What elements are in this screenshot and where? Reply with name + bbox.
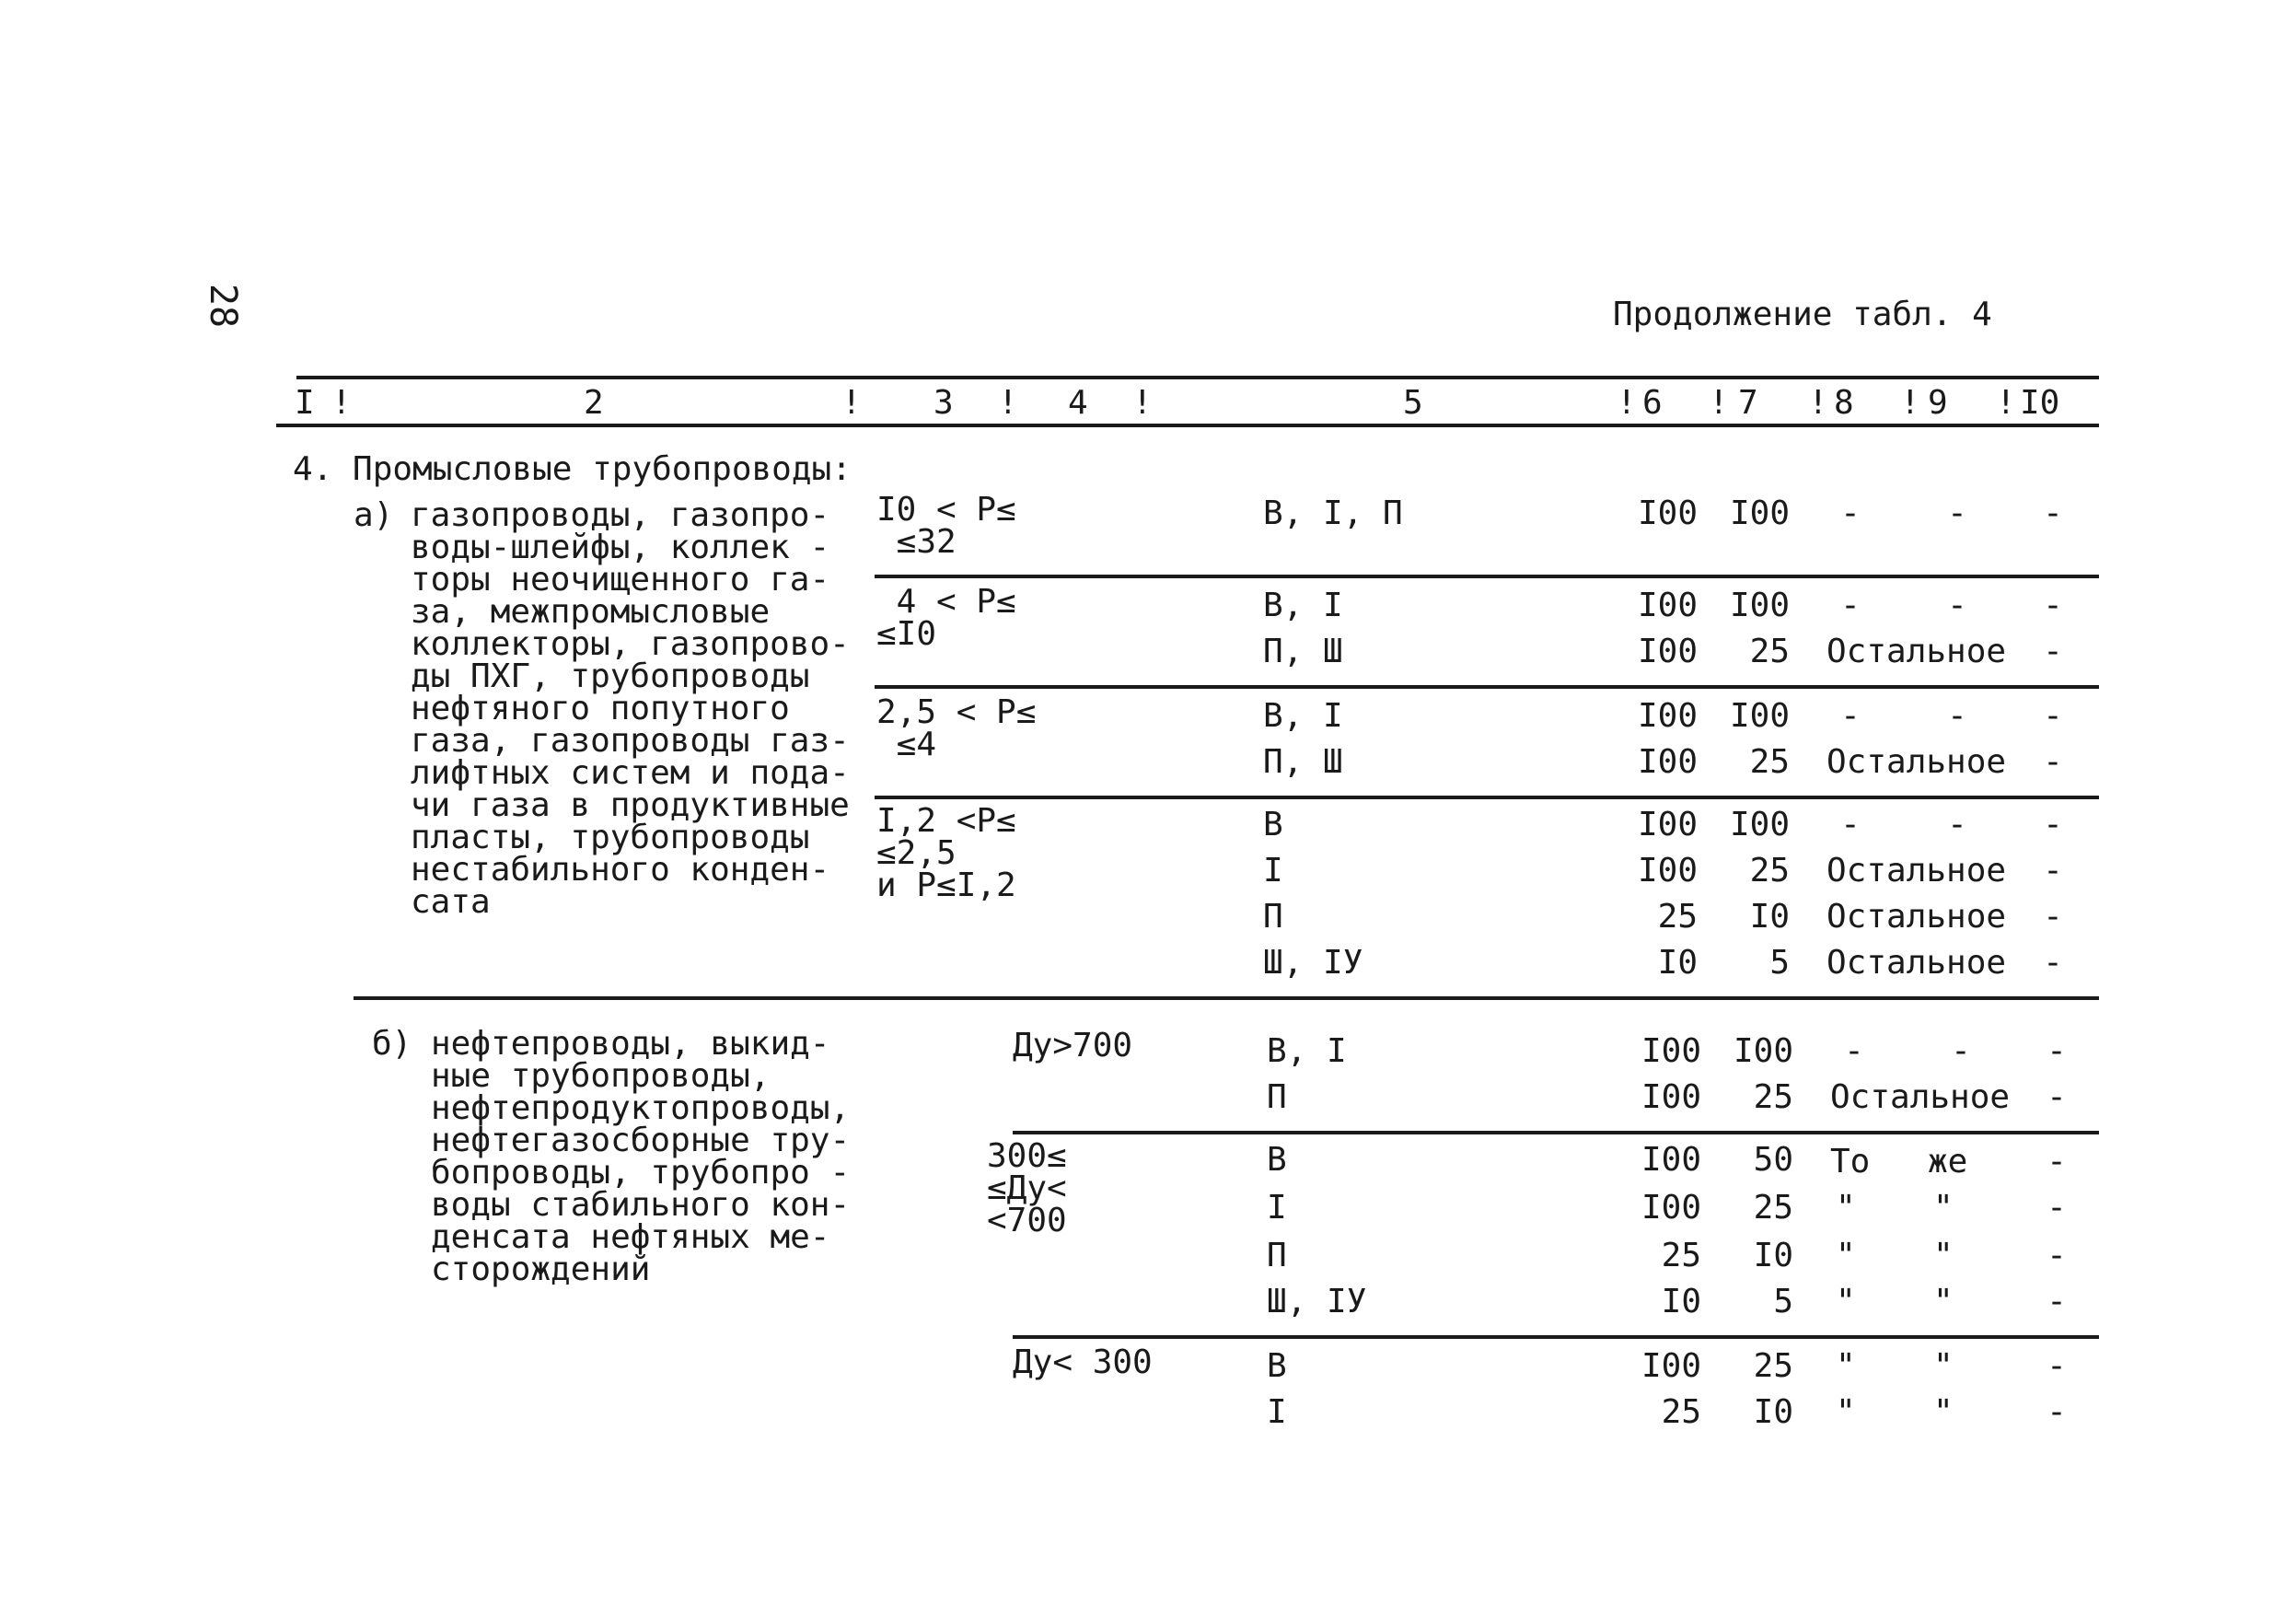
col10-value: - bbox=[2043, 852, 2063, 890]
col10-value: - bbox=[2047, 1283, 2067, 1320]
col7-value: 25 bbox=[1749, 743, 1790, 781]
col10-value: - bbox=[2047, 1189, 2067, 1227]
col7-value: 25 bbox=[1753, 1189, 1793, 1227]
col-header-10: I0 bbox=[2020, 384, 2060, 422]
col7-value: 25 bbox=[1753, 1347, 1793, 1385]
category: В bbox=[1263, 806, 1283, 843]
col-sep: ! bbox=[1808, 384, 1828, 422]
col6-value: I00 bbox=[1641, 1189, 1701, 1227]
category: В bbox=[1267, 1141, 1287, 1179]
col9-value: " bbox=[1933, 1283, 1954, 1320]
col10-value: - bbox=[2043, 898, 2063, 936]
col7-value: 5 bbox=[1773, 1283, 1793, 1320]
col8-value: " bbox=[1836, 1347, 1856, 1385]
col9-value: - bbox=[1947, 494, 1967, 532]
col6-value: I00 bbox=[1637, 494, 1698, 532]
col7-value: 25 bbox=[1749, 633, 1790, 670]
col8-9-value: Остальное bbox=[1830, 1078, 2011, 1116]
diameter-range: 300≤ ≤Ду< <700 bbox=[987, 1137, 1067, 1239]
col7-value: I0 bbox=[1749, 898, 1790, 936]
col6-value: I0 bbox=[1657, 944, 1698, 982]
sub-a-marker: а) bbox=[354, 496, 394, 534]
col8-value: - bbox=[1840, 587, 1861, 624]
col6-value: I00 bbox=[1641, 1032, 1701, 1070]
col-sep: ! bbox=[1996, 384, 2016, 422]
diameter-range: Ду< 300 bbox=[1013, 1343, 1153, 1381]
diameter-range: Ду>700 bbox=[1013, 1027, 1133, 1064]
section-title: 4. Промысловые трубопроводы: bbox=[293, 450, 852, 488]
category: П, Ш bbox=[1263, 633, 1343, 670]
group-rule bbox=[875, 796, 2099, 799]
group-rule bbox=[875, 575, 2099, 578]
section-rule bbox=[354, 996, 2099, 1000]
col8-value: - bbox=[1840, 806, 1861, 843]
col9-value: - bbox=[1947, 587, 1967, 624]
col10-value: - bbox=[2047, 1393, 2067, 1431]
col10-value: - bbox=[2043, 494, 2063, 532]
col8-9-value: Остальное bbox=[1826, 944, 2007, 982]
col8-9-value: Остальное bbox=[1826, 633, 2007, 670]
col8-value: - bbox=[1840, 494, 1861, 532]
col7-value: I00 bbox=[1729, 697, 1790, 735]
col7-value: I00 bbox=[1729, 494, 1790, 532]
header-top-rule bbox=[296, 376, 2099, 379]
category: В, I bbox=[1263, 697, 1343, 735]
col7-value: 25 bbox=[1749, 852, 1790, 890]
category: I bbox=[1267, 1393, 1287, 1431]
col6-value: I00 bbox=[1637, 852, 1698, 890]
category: П bbox=[1267, 1237, 1287, 1274]
col7-value: I0 bbox=[1753, 1393, 1793, 1431]
col7-value: I00 bbox=[1729, 587, 1790, 624]
category: П bbox=[1263, 898, 1283, 936]
col7-value: 50 bbox=[1753, 1141, 1793, 1179]
group-rule bbox=[875, 685, 2099, 689]
category: В, I bbox=[1267, 1032, 1347, 1070]
category: П, Ш bbox=[1263, 743, 1343, 781]
col8-value: " bbox=[1836, 1393, 1856, 1431]
col-sep: ! bbox=[998, 384, 1018, 422]
col-header-1: I bbox=[295, 384, 315, 422]
col8-value: То bbox=[1830, 1143, 1871, 1180]
col10-value: - bbox=[2047, 1078, 2067, 1116]
col-header-9: 9 bbox=[1928, 384, 1948, 422]
col7-value: I00 bbox=[1729, 806, 1790, 843]
col9-value: - bbox=[1947, 806, 1967, 843]
col-sep: ! bbox=[1617, 384, 1637, 422]
page-number: 28 bbox=[202, 283, 245, 329]
col8-value: " bbox=[1836, 1237, 1856, 1274]
col6-value: I00 bbox=[1641, 1347, 1701, 1385]
col-header-6: 6 bbox=[1642, 384, 1663, 422]
col6-value: 25 bbox=[1661, 1237, 1701, 1274]
col-header-8: 8 bbox=[1834, 384, 1854, 422]
group-rule bbox=[1013, 1335, 2099, 1339]
col10-value: - bbox=[2047, 1347, 2067, 1385]
col6-value: 25 bbox=[1657, 898, 1698, 936]
col9-value: " bbox=[1933, 1189, 1954, 1227]
pressure-range: 4 < P≤ ≤I0 bbox=[876, 583, 1016, 653]
col10-value: - bbox=[2047, 1143, 2067, 1180]
col-header-3: 3 bbox=[933, 384, 954, 422]
col7-value: I0 bbox=[1753, 1237, 1793, 1274]
col-sep: ! bbox=[841, 384, 862, 422]
col8-value: - bbox=[1840, 697, 1861, 735]
col-sep: ! bbox=[1132, 384, 1153, 422]
col6-value: I00 bbox=[1637, 743, 1698, 781]
pressure-range: I0 < P≤ ≤32 bbox=[876, 491, 1016, 561]
category: I bbox=[1263, 852, 1283, 890]
header-bottom-rule bbox=[276, 424, 2099, 427]
col6-value: 25 bbox=[1661, 1393, 1701, 1431]
category: Ш, IУ bbox=[1263, 944, 1363, 982]
category: В, I, П bbox=[1263, 494, 1403, 532]
col7-value: 5 bbox=[1769, 944, 1790, 982]
col10-value: - bbox=[2043, 633, 2063, 670]
col10-value: - bbox=[2043, 944, 2063, 982]
col-sep: ! bbox=[1709, 384, 1729, 422]
col9-value: " bbox=[1933, 1347, 1954, 1385]
col7-value: I00 bbox=[1733, 1032, 1793, 1070]
table-caption: Продолжение табл. 4 bbox=[1613, 296, 1992, 333]
category: В, I bbox=[1263, 587, 1343, 624]
col9-value: - bbox=[1951, 1032, 1971, 1070]
pressure-range: I,2 <P≤ ≤2,5 и P≤I,2 bbox=[876, 802, 1016, 904]
col-header-5: 5 bbox=[1403, 384, 1423, 422]
pressure-range: 2,5 < P≤ ≤4 bbox=[876, 693, 1037, 763]
col8-value: - bbox=[1844, 1032, 1864, 1070]
col10-value: - bbox=[2043, 743, 2063, 781]
col6-value: I00 bbox=[1637, 587, 1698, 624]
col8-9-value: Остальное bbox=[1826, 898, 2007, 936]
col9-value: " bbox=[1933, 1237, 1954, 1274]
col6-value: I00 bbox=[1637, 697, 1698, 735]
col-header-7: 7 bbox=[1738, 384, 1758, 422]
col-header-4: 4 bbox=[1068, 384, 1088, 422]
col6-value: I0 bbox=[1661, 1283, 1701, 1320]
col6-value: I00 bbox=[1641, 1078, 1701, 1116]
col6-value: I00 bbox=[1637, 806, 1698, 843]
col10-value: - bbox=[2047, 1032, 2067, 1070]
col7-value: 25 bbox=[1753, 1078, 1793, 1116]
col9-value: - bbox=[1947, 697, 1967, 735]
col8-value: " bbox=[1836, 1189, 1856, 1227]
col10-value: - bbox=[2047, 1237, 2067, 1274]
col6-value: I00 bbox=[1637, 633, 1698, 670]
col6-value: I00 bbox=[1641, 1141, 1701, 1179]
col10-value: - bbox=[2043, 587, 2063, 624]
col-header-2: 2 bbox=[584, 384, 604, 422]
sub-b-description: нефтепроводы, выкид- ные трубопроводы, нефтепродуктопроводы, нефтегазосборные тру- бопроводы, трубопро - воды стабильного кон- денсата нефтяных ме- сторождений bbox=[431, 1025, 851, 1288]
category: П bbox=[1267, 1078, 1287, 1116]
category: В bbox=[1267, 1347, 1287, 1385]
group-rule bbox=[1013, 1131, 2099, 1134]
col8-9-value: Остальное bbox=[1826, 852, 2007, 890]
col-sep: ! bbox=[1900, 384, 1920, 422]
col8-9-value: Остальное bbox=[1826, 743, 2007, 781]
sub-b-marker: б) bbox=[372, 1025, 412, 1063]
category: Ш, IУ bbox=[1267, 1283, 1367, 1320]
col10-value: - bbox=[2043, 697, 2063, 735]
category: I bbox=[1267, 1189, 1287, 1227]
col-sep: ! bbox=[331, 384, 352, 422]
col9-value: же bbox=[1928, 1143, 1968, 1180]
col8-value: " bbox=[1836, 1283, 1856, 1320]
sub-a-description: газопроводы, газопро- воды-шлейфы, коллек - торы неочищенного га- за, межпромысловые коллекторы, газопрово- ды ПХГ, трубопроводы нефтяного попутного газа, газопроводы газ- лифтных систем и пода- чи газа в продуктивные пласты, трубопроводы нестабильного конден- сата bbox=[411, 496, 850, 921]
col9-value: " bbox=[1933, 1393, 1954, 1431]
col10-value: - bbox=[2043, 806, 2063, 843]
